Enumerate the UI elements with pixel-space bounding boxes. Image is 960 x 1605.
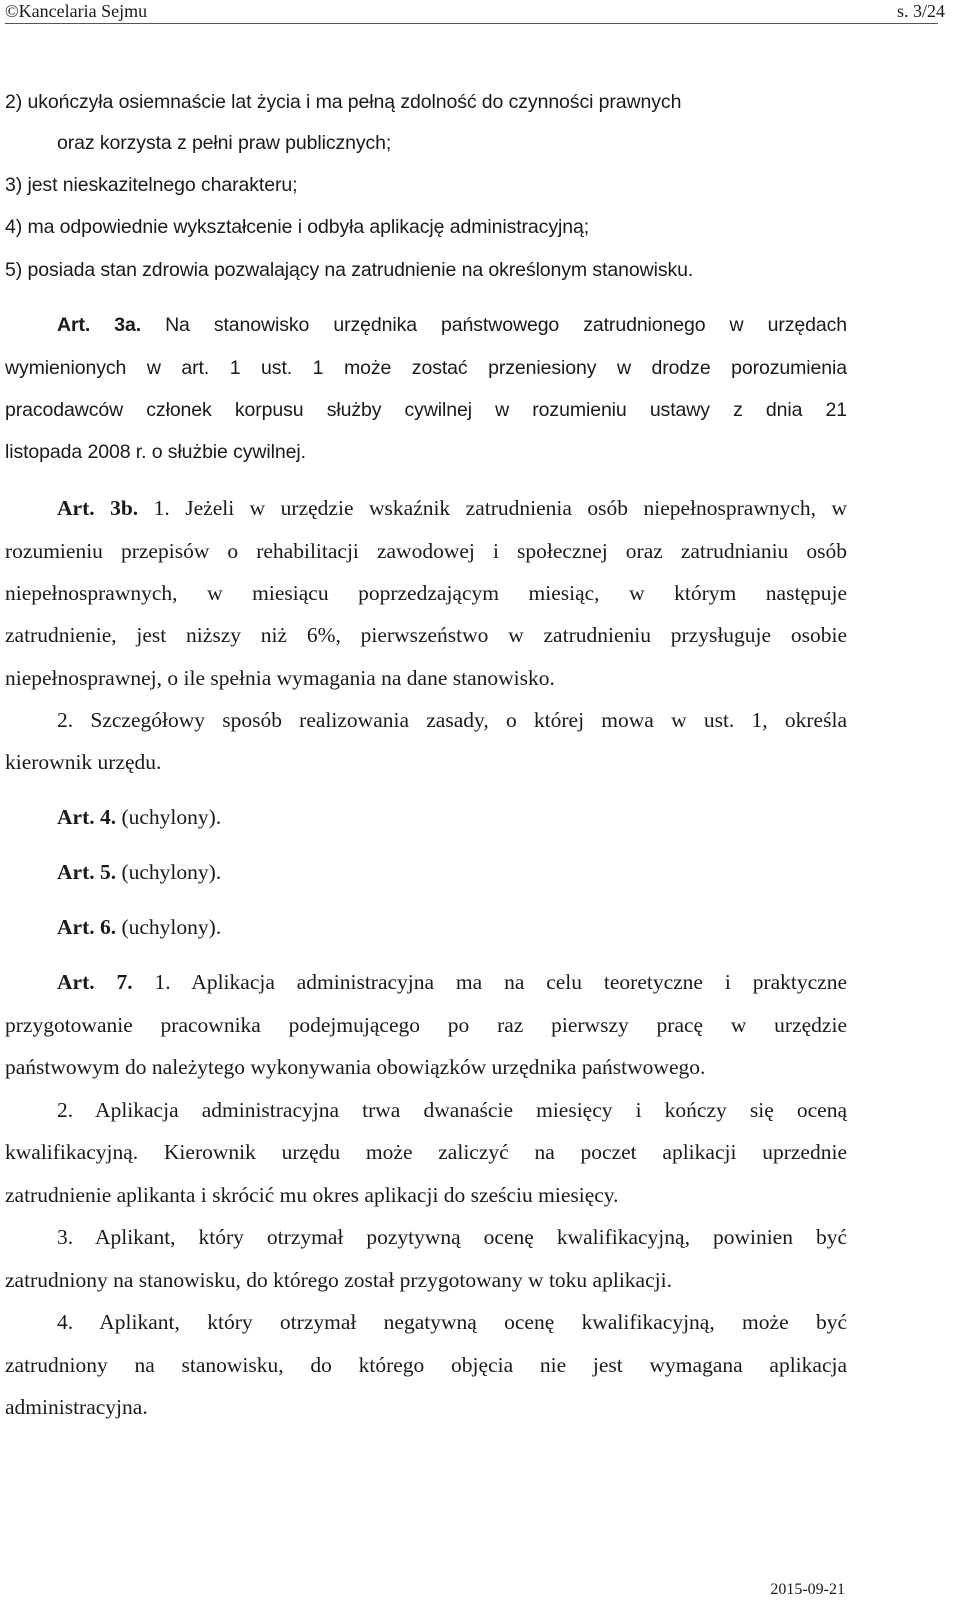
art7-p4-line-3: administracyjna. xyxy=(5,1395,148,1419)
header-source: ©Kancelaria Sejmu xyxy=(5,1,148,21)
art7-p2-line-3: zatrudnienie aplikanta i skrócić mu okres aplikacji do sześciu miesięcy. xyxy=(5,1183,619,1207)
art3b-line-3: niepełnosprawnych, w miesiącu poprzedzającym miesiąc, w którym następuje xyxy=(5,581,847,605)
list-item-3: 3) jest nieskazitelnego charakteru; xyxy=(5,174,298,196)
art3b-label: Art. 3b. xyxy=(57,496,139,520)
art6: Art. 6. (uchylony). xyxy=(57,915,222,939)
art3b-line-1: Art. 3b. 1. Jeżeli w urzędzie wskaźnik zatrudnienia osób niepełnosprawnych, w xyxy=(57,496,848,520)
art3a-line-3: pracodawców członek korpusu służby cywilnej w rozumieniu ustawy z dnia 21 xyxy=(5,399,847,421)
art7-line-1: Art. 7. 1. Aplikacja administracyjna ma na celu teoretyczne i praktyczne xyxy=(57,970,847,994)
art7-p2-line-1: 2. Aplikacja administracyjna trwa dwanaście miesięcy i kończy się oceną xyxy=(57,1098,847,1122)
header-page-number: s. 3/24 xyxy=(896,1,945,21)
list-item-4: 4) ma odpowiednie wykształcenie i odbyła aplikację administracyjną; xyxy=(5,216,590,238)
art7-p4-line-1: 4. Aplikant, który otrzymał negatywną ocenę kwalifikacyjną, może być xyxy=(57,1310,847,1334)
art3b-line-2: rozumieniu przepisów o rehabilitacji zawodowej i społecznej oraz zatrudnianiu osób xyxy=(5,539,847,563)
art3a-line-2: wymienionych w art. 1 ust. 1 może zostać przeniesiony w drodze porozumienia xyxy=(5,357,847,379)
list-item-2-line-2: oraz korzysta z pełni praw publicznych; xyxy=(57,132,392,154)
art5: Art. 5. (uchylony). xyxy=(57,860,222,884)
art7-p3-line-1: 3. Aplikant, który otrzymał pozytywną ocenę kwalifikacyjną, powinien być xyxy=(57,1225,847,1249)
art3a-line-1: Art. 3a. Na stanowisko urzędnika państwowego zatrudnionego w urzędach xyxy=(57,314,847,336)
art7-line-2: przygotowanie pracownika podejmującego po raz pierwszy pracę w urzędzie xyxy=(5,1013,847,1037)
footer-date: 2015-09-21 xyxy=(770,1581,845,1598)
art3a-label: Art. 3a. xyxy=(57,314,142,336)
art7-p4-line-2: zatrudniony na stanowisku, do którego objęcia nie jest wymagana aplikacja xyxy=(5,1353,847,1377)
art3b-p2-line-2: kierownik urzędu. xyxy=(5,750,162,774)
header-rule xyxy=(5,23,938,24)
art7-p3-line-2: zatrudniony na stanowisku, do którego został przygotowany w toku aplikacji. xyxy=(5,1268,672,1292)
art7-label: Art. 7. xyxy=(57,970,133,994)
art4-label: Art. 4. xyxy=(57,805,117,829)
art6-label: Art. 6. xyxy=(57,915,117,939)
art3b-line-5: niepełnosprawnej, o ile spełnia wymagania na dane stanowisko. xyxy=(5,666,555,690)
list-item-5: 5) posiada stan zdrowia pozwalający na zatrudnienie na określonym stanowisku. xyxy=(5,259,694,281)
art5-label: Art. 5. xyxy=(57,860,117,884)
list-item-2-line-1: 2) ukończyła osiemnaście lat życia i ma pełną zdolność do czynności prawnych xyxy=(5,91,682,113)
art4: Art. 4. (uchylony). xyxy=(57,805,222,829)
art7-line-3: państwowym do należytego wykonywania obowiązków urzędnika państwowego. xyxy=(5,1055,706,1079)
art7-p2-line-2: kwalifikacyjną. Kierownik urzędu może zaliczyć na poczet aplikacji uprzednie xyxy=(5,1140,847,1164)
art3b-p2-line-1: 2. Szczegółowy sposób realizowania zasady, o której mowa w ust. 1, określa xyxy=(57,708,847,732)
art3a-line-4: listopada 2008 r. o służbie cywilnej. xyxy=(5,441,306,463)
art3b-line-4: zatrudnienie, jest niższy niż 6%, pierwszeństwo w zatrudnieniu przysługuje osobie xyxy=(5,623,847,647)
